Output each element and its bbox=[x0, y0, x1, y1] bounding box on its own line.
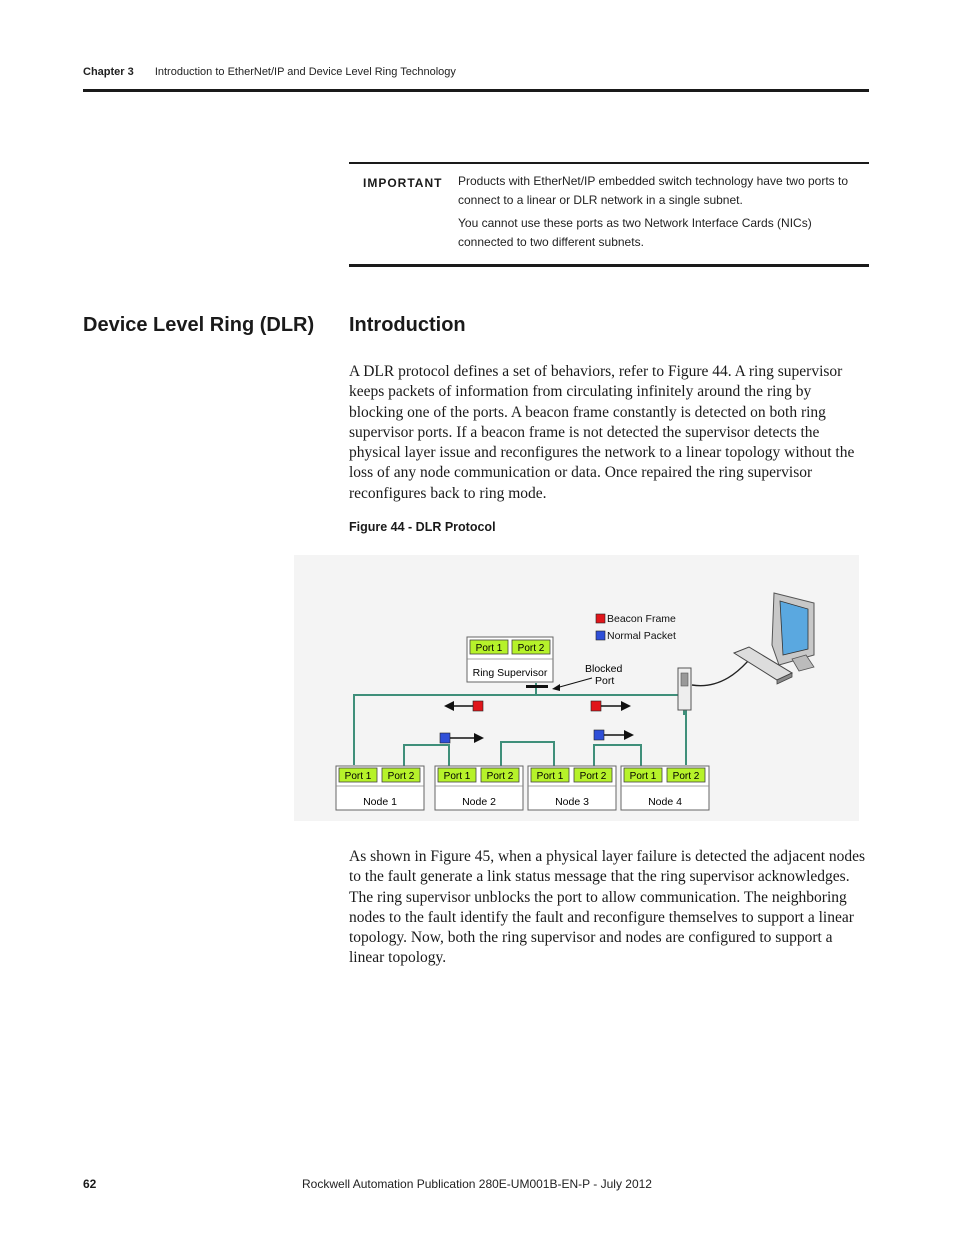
supervisor-port2: Port 2 bbox=[517, 643, 545, 654]
svg-text:Port 1: Port 1 bbox=[629, 771, 657, 782]
important-bottom-rule bbox=[349, 264, 869, 267]
svg-text:Port 1: Port 1 bbox=[344, 771, 372, 782]
svg-text:Port 1: Port 1 bbox=[443, 771, 471, 782]
svg-text:Port 2: Port 2 bbox=[579, 771, 607, 782]
node-4 bbox=[621, 766, 709, 810]
figure-caption: Figure 44 - DLR Protocol bbox=[349, 520, 496, 534]
important-text-2: You cannot use these ports as two Network Interface Cards (NICs) connected to two different subnets. bbox=[458, 216, 812, 249]
blocked-label-2: Port bbox=[595, 675, 615, 687]
header-rule bbox=[83, 89, 869, 92]
supervisor-port1: Port 1 bbox=[475, 643, 503, 654]
subsection-title: Introduction bbox=[349, 314, 466, 336]
important-text-1: Products with EtherNet/IP embedded switch technology have two ports to connect to a linear or DLR network in a single subnet. bbox=[458, 174, 848, 207]
blocked-port-marker bbox=[526, 685, 548, 688]
body-paragraph-1: A DLR protocol defines a set of behaviors, refer to Figure 44. A ring supervisor keeps packets of information from circulating infinitely around the ring by blocking one of the ports. A beacon frame constantly is detected on both ring supervisor ports. If a beacon frame is not detected the supervisor detects the physical layer issue and reconfigures the network to a linear topology without the loss of any node communication or data. Once repaired the ring supervisor reconfigures back to ring mode. bbox=[349, 363, 855, 502]
monitor-icon bbox=[772, 593, 814, 671]
dlr-figure bbox=[294, 555, 859, 821]
node-1-label: Node 1 bbox=[363, 796, 397, 808]
section-title: Device Level Ring (DLR) bbox=[83, 314, 315, 336]
node-2 bbox=[435, 766, 523, 810]
blocked-label-1: Blocked bbox=[585, 663, 623, 675]
node-3 bbox=[528, 766, 616, 810]
node-4-label: Node 4 bbox=[648, 796, 682, 808]
chapter-label: Chapter 3 bbox=[83, 66, 134, 78]
legend-beacon-swatch bbox=[596, 614, 605, 623]
svg-text:Port 2: Port 2 bbox=[672, 771, 700, 782]
legend-beacon-label: Beacon Frame bbox=[607, 613, 676, 625]
node-1 bbox=[336, 766, 424, 810]
node-2-label: Node 2 bbox=[462, 796, 496, 808]
node-3-label: Node 3 bbox=[555, 796, 589, 808]
ring-supervisor bbox=[467, 637, 553, 682]
chapter-title: Introduction to EtherNet/IP and Device Level Ring Technology bbox=[154, 66, 456, 78]
running-header bbox=[83, 66, 456, 78]
important-label: IMPORTANT bbox=[363, 176, 443, 190]
body-paragraph-2: As shown in Figure 45, when a physical layer failure is detected the adjacent nodes to the fault generate a link status message that the ring supervisor acknowledges. The ring supervisor unblocks the port to allow communication. The neighboring nodes to the fault identify the fault and reconfigure themselves to support a linear topology. Now, both the ring supervisor and nodes are configured to support a linear topology. bbox=[349, 848, 866, 967]
publication-footer: Rockwell Automation Publication 280E-UM001B-EN-P - July 2012 bbox=[302, 1177, 652, 1191]
legend-normal-label: Normal Packet bbox=[607, 630, 676, 642]
svg-text:Port 2: Port 2 bbox=[387, 771, 415, 782]
supervisor-label: Ring Supervisor bbox=[472, 667, 548, 679]
legend-normal-swatch bbox=[596, 631, 605, 640]
page-number: 62 bbox=[83, 1177, 97, 1191]
important-top-rule bbox=[349, 162, 869, 164]
svg-text:Port 2: Port 2 bbox=[486, 771, 514, 782]
svg-text:Port 1: Port 1 bbox=[536, 771, 564, 782]
